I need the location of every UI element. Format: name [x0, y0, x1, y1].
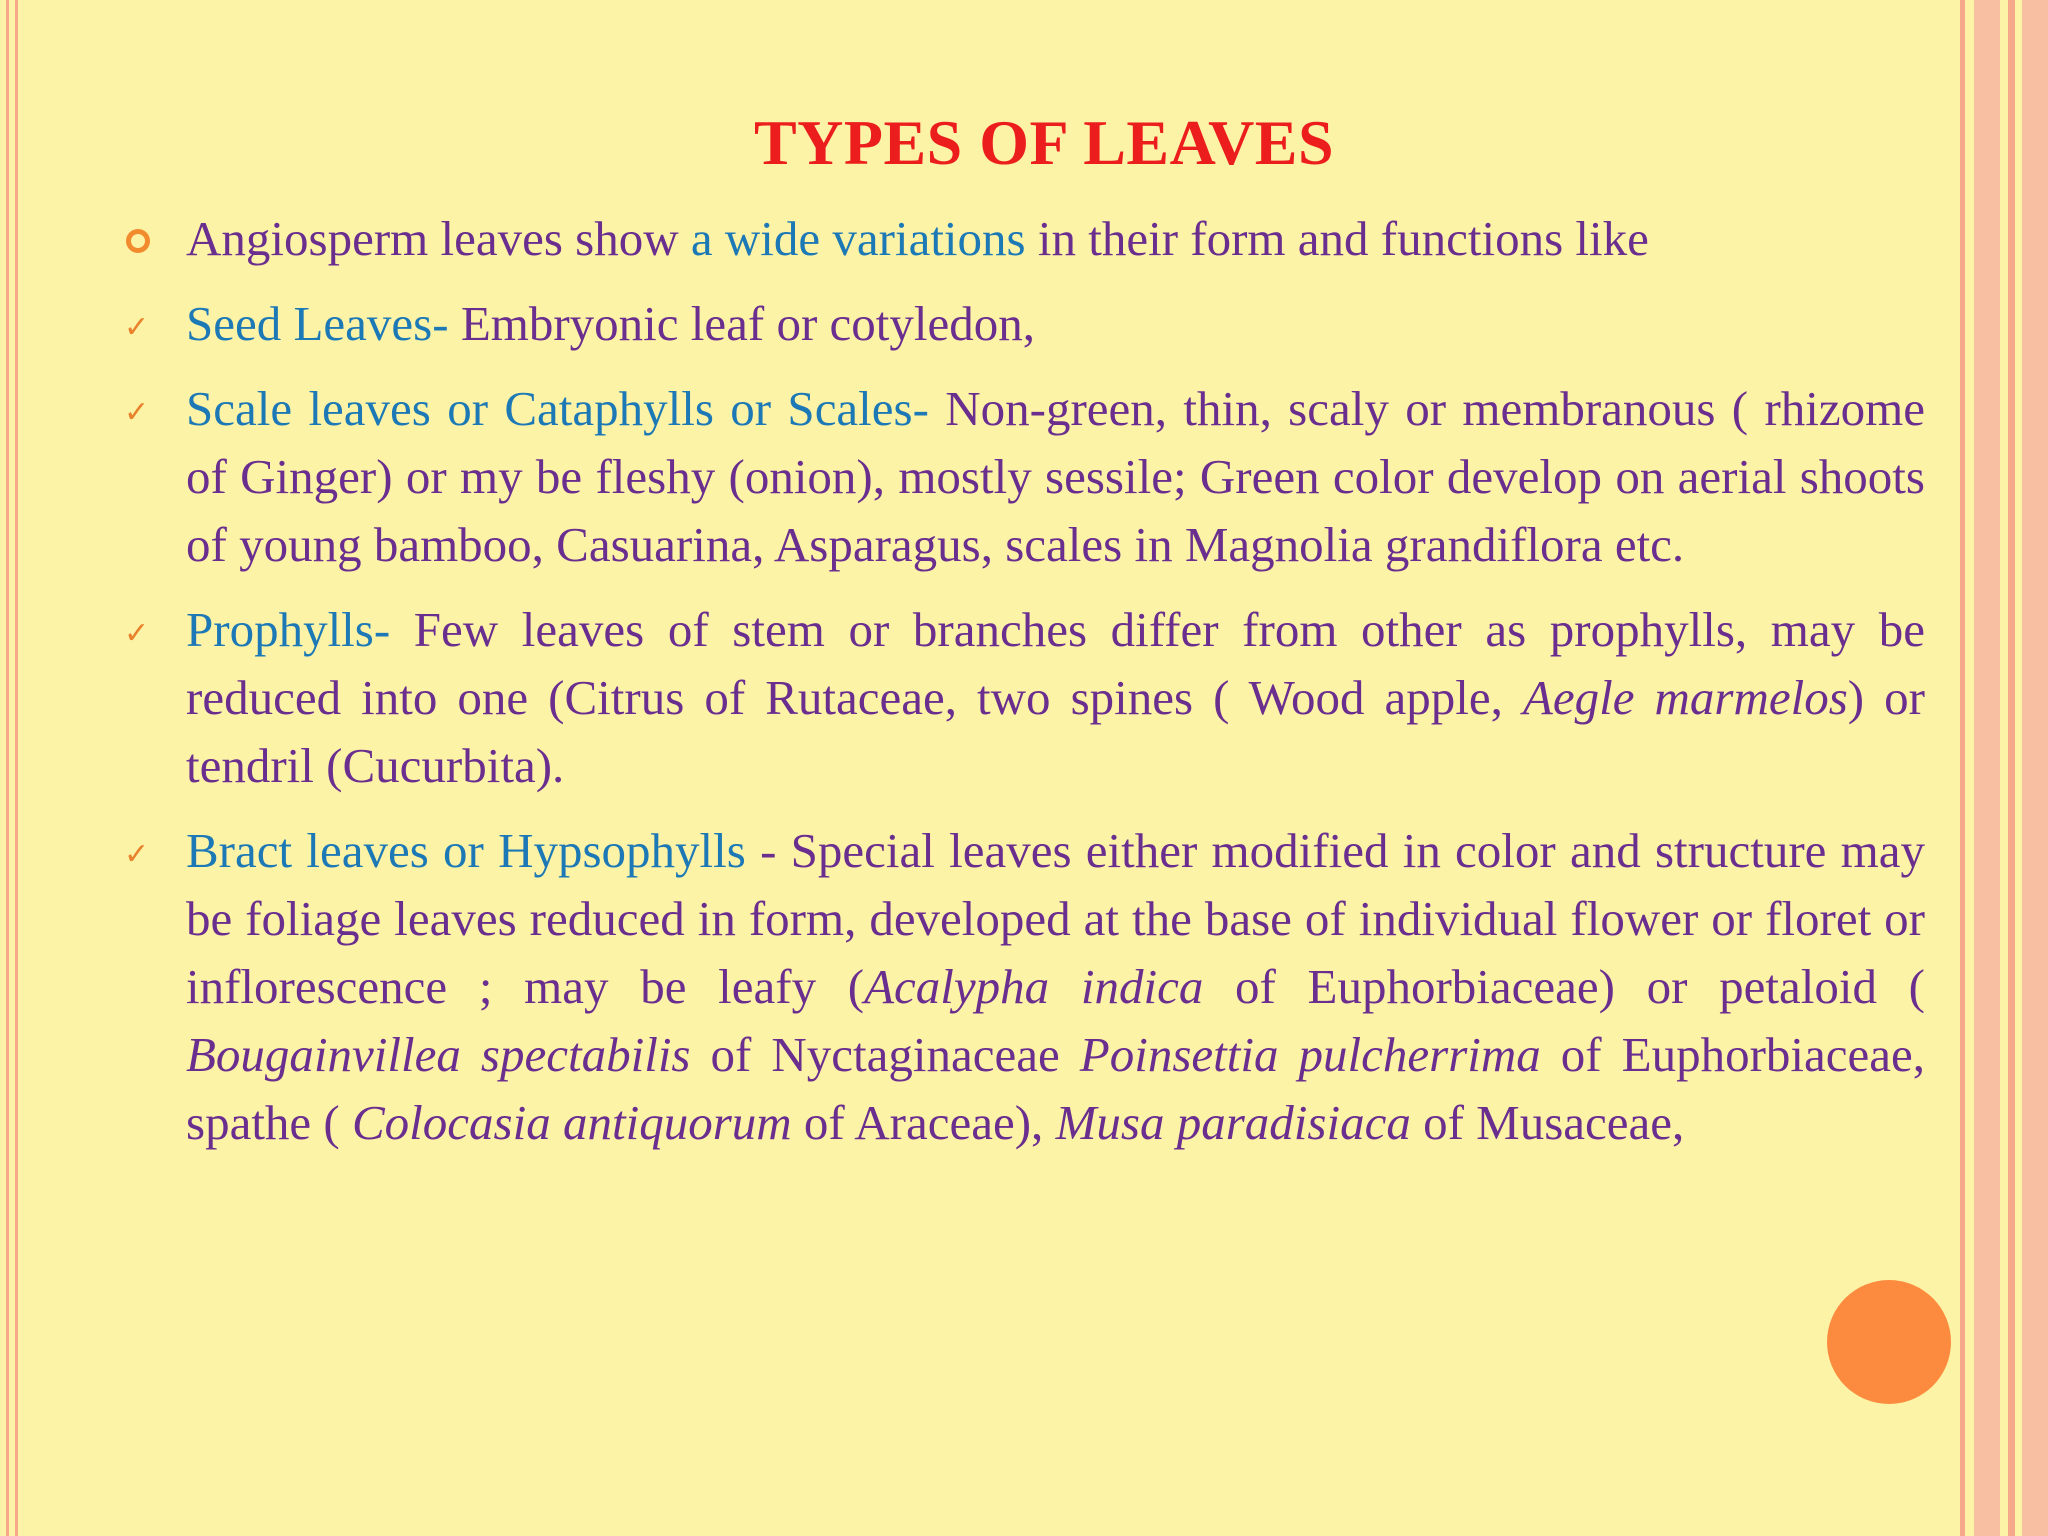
- ring-bullet-icon: [120, 205, 160, 273]
- slide-title: TYPES OF LEAVES: [753, 107, 1335, 178]
- right-border-band: [1974, 0, 2000, 1536]
- list-item-seed-leaves: ✓ Seed Leaves- Embryonic leaf or cotyledon,: [120, 290, 1925, 358]
- left-border-line: [15, 0, 18, 1536]
- right-border-band: [2022, 0, 2048, 1536]
- checkmark-icon: ✓: [124, 616, 150, 651]
- list-item-bract-leaves: ✓ Bract leaves or Hypsophylls - Special leaves either modified in color and structure may be foliage leaves reduced in form, developed at the base of individual flower or floret or inflorescence ; may be leafy (Acalypha indica of Euphorbiaceae) or petaloid ( Bougainvillea spectabilis of Nyctaginaceae Poinsettia pulcherrima of Euphorbiaceae, spathe ( Colocasia antiquorum of Araceae), Musa paradisiaca of Musaceae,: [120, 817, 1925, 1157]
- list-item-prophylls: ✓ Prophylls- Few leaves of stem or branches differ from other as prophylls, may be reduced into one (Citrus of Rutaceae, two spines ( Wood apple, Aegle marmelos) or tendril (Cucurbita).: [120, 596, 1925, 800]
- right-border-band: [1960, 0, 1965, 1536]
- left-border-line: [6, 0, 9, 1536]
- checkmark-icon: ✓: [124, 310, 150, 345]
- checkmark-icon: ✓: [124, 395, 150, 430]
- bullet-list: [120, 205, 1925, 1157]
- list-item-scale-leaves: ✓ Scale leaves or Cataphylls or Scales- Non-green, thin, scaly or membranous ( rhizome of Ginger) or my be fleshy (onion), mostly sessile; Green color develop on aerial shoots of young bamboo, Casuarina, Asparagus, scales in Magnolia grandiflora etc.: [120, 375, 1925, 579]
- right-border-band: [2008, 0, 2015, 1536]
- intro-bullet: Angiosperm leaves show a wide variations in their form and functions like: [120, 205, 1925, 273]
- decorative-circle: [1827, 1280, 1951, 1404]
- checkmark-icon: ✓: [124, 837, 150, 872]
